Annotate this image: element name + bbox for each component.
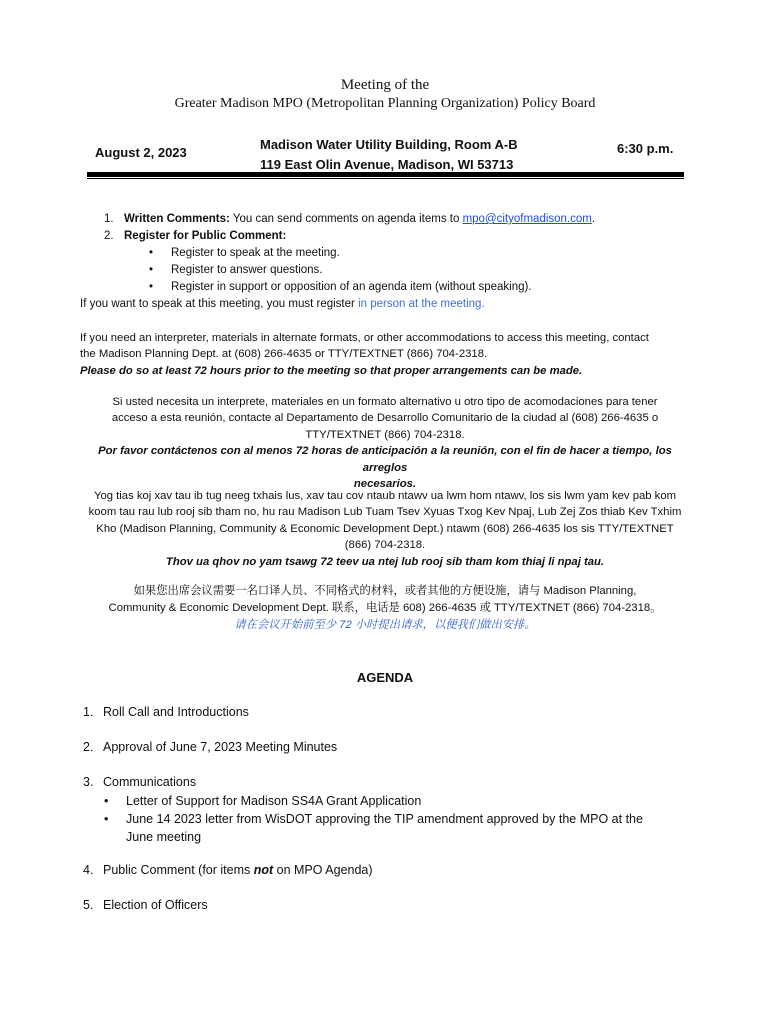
agenda-text: Public Comment (for items xyxy=(103,863,254,877)
spanish-line3: TTY/TEXTNET (866) 704-2318. xyxy=(305,428,465,441)
agenda-number: 2. xyxy=(83,740,94,754)
bullet-text: Register to answer questions. xyxy=(171,264,323,276)
agenda-emphasis: not xyxy=(253,863,274,877)
chinese-line1: 如果您出席会议需要一名口译人员、不同格式的材料，或者其他的方便设施，请与 Madison Planning, xyxy=(133,585,637,597)
agenda-number: 4. xyxy=(83,863,94,877)
agenda-item-4 xyxy=(83,863,373,877)
agenda-number: 3. xyxy=(83,775,94,789)
hmong-line1: Yog tias koj xav tau ib tug neeg txhais lus, xav tau cov ntaub ntawv ua lwm hom ntawv, los sis lwm yam kev pab kom xyxy=(93,490,677,502)
bullet-icon: • xyxy=(104,794,109,808)
bullet-text: Register in support or opposition of an agenda item (without speaking). xyxy=(171,281,532,293)
hmong-line3: Kho (Madison Planning, Community & Economic Development Dept.) ntawm (608) 266-4635 los sis TTY/TEXTNET xyxy=(96,522,674,535)
hmong-line4: (866) 704-2318. xyxy=(344,539,426,552)
spanish-italic2: necesarios. xyxy=(353,478,417,491)
bullet-text: Letter of Support for Madison SS4A Grant Application xyxy=(126,794,422,808)
spanish-line2: acceso a esta reunión, contacte al Departamento de Desarrollo Comunitario de la ciudad al (608) 266-4635 o xyxy=(111,412,659,425)
agenda-item-3 xyxy=(83,775,196,789)
agenda-number: 1. xyxy=(83,705,94,719)
communications-bullet-2-cont xyxy=(126,828,686,846)
accommodations-spanish xyxy=(80,394,690,492)
meeting-title-line1: Meeting of the xyxy=(340,77,430,93)
meeting-title-line2: Greater Madison MPO (Metropolitan Planning Organization) Policy Board xyxy=(174,96,596,111)
agenda-number: 5. xyxy=(83,898,94,912)
email-link[interactable]: mpo@cityofmadison.com xyxy=(462,213,592,225)
spanish-line1: Si usted necesita un interprete, materiales en un formato alternativo u otro tipo de acomodaciones para tener xyxy=(112,396,658,408)
instruction-written-comments xyxy=(104,211,704,228)
english-line1: If you need an interpreter, materials in alternate formats, or other accommodations to access this meeting, contact xyxy=(80,332,649,344)
accommodations-hmong xyxy=(80,488,690,570)
meeting-date: August 2, 2023 xyxy=(95,145,187,160)
instruction-register xyxy=(104,228,704,245)
in-person-link[interactable]: in person at the meeting. xyxy=(358,298,485,310)
agenda-text: Roll Call and Introductions xyxy=(103,705,249,719)
bullet-icon: • xyxy=(149,264,154,276)
agenda-text: Election of Officers xyxy=(103,898,208,912)
agenda-text: Approval of June 7, 2023 Meeting Minutes xyxy=(103,740,338,754)
bullet-text: June meeting xyxy=(126,830,202,844)
hmong-line2: koom tau rau lub rooj sib tham no, hu rau Madison Lub Tuam Tsev Xyuas Txog Kev Npaj, Lub Zej Zos thiab Kev Txhim xyxy=(88,506,682,519)
written-comments-text: You can send comments on agenda items to xyxy=(229,213,463,225)
spanish-italic1: Por favor contáctenos con al menos 72 horas de anticipación a la reunión, con el fin de hacer a tiempo, los arreglos xyxy=(98,445,672,474)
agenda-item-2 xyxy=(83,740,337,754)
agenda-text-after: on MPO Agenda) xyxy=(273,863,373,877)
location-line2: 119 East Olin Avenue, Madison, WI 53713 xyxy=(260,157,514,172)
register-bullet-3 xyxy=(149,279,532,296)
communications-bullet-1 xyxy=(104,792,664,810)
agenda-title: AGENDA xyxy=(356,670,414,685)
agenda-item-1 xyxy=(83,705,249,719)
agenda-item-5 xyxy=(83,898,208,912)
period: . xyxy=(591,213,596,225)
meeting-location xyxy=(260,135,518,175)
written-comments-label: Written Comments: xyxy=(124,213,230,225)
bullet-icon: • xyxy=(104,812,109,826)
accommodations-chinese xyxy=(80,583,690,634)
english-line2: the Madison Planning Dept. at (608) 266-4635 or TTY/TEXTNET (866) 704-2318. xyxy=(80,348,488,361)
chinese-line2: Community & Economic Development Dept. 联系，电话是 608) 266-4635 或 TTY/TEXTNET (866) 704-2318。 xyxy=(108,602,662,614)
hmong-italic: Thov ua qhov no yam tsawg 72 teev ua ntej lub rooj sib tham kom thiaj li npaj tau. xyxy=(165,555,605,568)
register-label: Register for Public Comment: xyxy=(124,230,287,242)
list-number: 2. xyxy=(104,230,114,242)
bullet-icon: • xyxy=(149,247,154,259)
english-italic: Please do so at least 72 hours prior to the meeting so that proper arrangements can be made. xyxy=(80,364,583,377)
communications-bullet-2 xyxy=(104,810,664,828)
register-bullet-1 xyxy=(149,245,340,262)
bullet-text: June 14 2023 letter from WisDOT approving the TIP amendment approved by the MPO at the xyxy=(126,812,643,826)
list-number: 1. xyxy=(104,213,114,225)
register-note-text: If you want to speak at this meeting, you must register xyxy=(80,298,359,310)
header-divider-thin xyxy=(87,178,684,179)
bullet-text: Register to speak at the meeting. xyxy=(171,247,340,259)
bullet-icon: • xyxy=(149,281,154,293)
meeting-time: 6:30 p.m. xyxy=(617,141,674,156)
register-note xyxy=(80,296,700,313)
location-line1: Madison Water Utility Building, Room A-B xyxy=(260,137,518,152)
agenda-text: Communications xyxy=(103,775,197,789)
register-bullet-2 xyxy=(149,262,323,279)
chinese-italic: 请在会议开始前至少 72 小时提出请求，以便我们做出安排。 xyxy=(234,619,536,631)
header-divider xyxy=(87,172,684,177)
accommodations-english xyxy=(80,330,690,379)
